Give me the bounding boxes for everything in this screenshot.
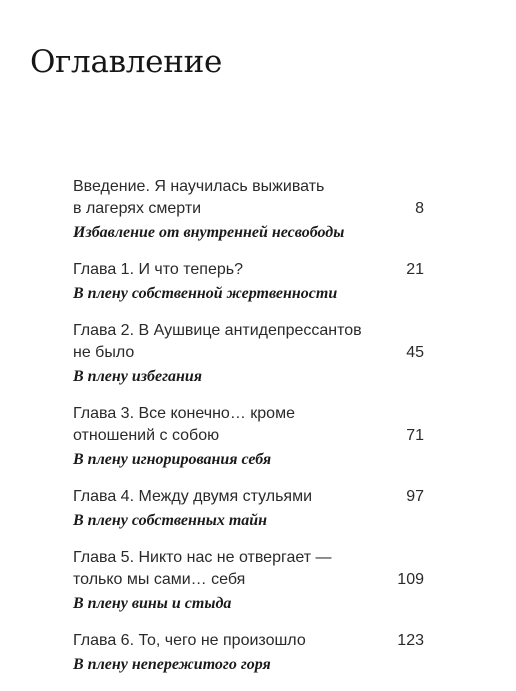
entry-title xyxy=(73,486,312,508)
entry-title-line: только мы сами… себя xyxy=(73,571,246,588)
entry-title xyxy=(73,547,332,591)
entry-title-line: отношений с собою xyxy=(73,427,220,444)
entry-page-number: 97 xyxy=(406,488,424,505)
toc-entry-chapter-2[interactable] xyxy=(73,320,424,388)
entry-title-line: не было xyxy=(73,344,135,361)
entry-title xyxy=(73,630,306,652)
entry-title-line: Глава 1. И что теперь? xyxy=(73,261,243,278)
entry-title-line: Введение. Я научилась выживать xyxy=(73,178,325,195)
entry-subtitle: В плену собственных тайн xyxy=(73,512,268,529)
entry-subtitle: В плену вины и стыда xyxy=(73,595,232,612)
entry-page-number: 8 xyxy=(415,200,424,217)
entry-title xyxy=(73,176,324,220)
entry-page-number: 123 xyxy=(397,632,424,649)
entry-subtitle: В плену собственной жертвенности xyxy=(73,285,338,302)
entry-subtitle: В плену игнорирования себя xyxy=(73,451,272,468)
toc-entry-chapter-1[interactable] xyxy=(73,259,424,305)
entry-title xyxy=(73,403,295,447)
entry-title xyxy=(73,320,362,364)
toc-entry-chapter-5[interactable] xyxy=(73,547,424,615)
entry-subtitle: В плену непережитого горя xyxy=(73,656,271,673)
toc-entry-chapter-6[interactable] xyxy=(73,630,424,676)
entry-title-line: Глава 4. Между двумя стульями xyxy=(73,488,313,505)
entry-page-number: 109 xyxy=(397,571,424,588)
entry-subtitle: Избавление от внутренней несвободы xyxy=(73,224,345,241)
entry-title-line: Глава 3. Все конечно… кроме xyxy=(73,405,295,422)
entry-page-number: 45 xyxy=(406,344,424,361)
entry-page-number: 21 xyxy=(406,261,424,278)
page-title: Оглавление xyxy=(30,44,222,80)
entry-subtitle: В плену избегания xyxy=(73,368,203,385)
entry-title xyxy=(73,259,243,281)
entry-page-number: 71 xyxy=(406,427,424,444)
entry-title-line: Глава 2. В Аушвице антидепрессантов xyxy=(73,322,362,339)
toc-entry-chapter-4[interactable] xyxy=(73,486,424,532)
toc-entry-introduction[interactable] xyxy=(73,176,424,244)
toc-entry-chapter-3[interactable] xyxy=(73,403,424,471)
entry-title-line: в лагерях смерти xyxy=(73,200,202,217)
entry-title-line: Глава 5. Никто нас не отвергает — xyxy=(73,549,332,566)
table-of-contents xyxy=(73,176,424,691)
entry-title-line: Глава 6. То, чего не произошло xyxy=(73,632,306,649)
